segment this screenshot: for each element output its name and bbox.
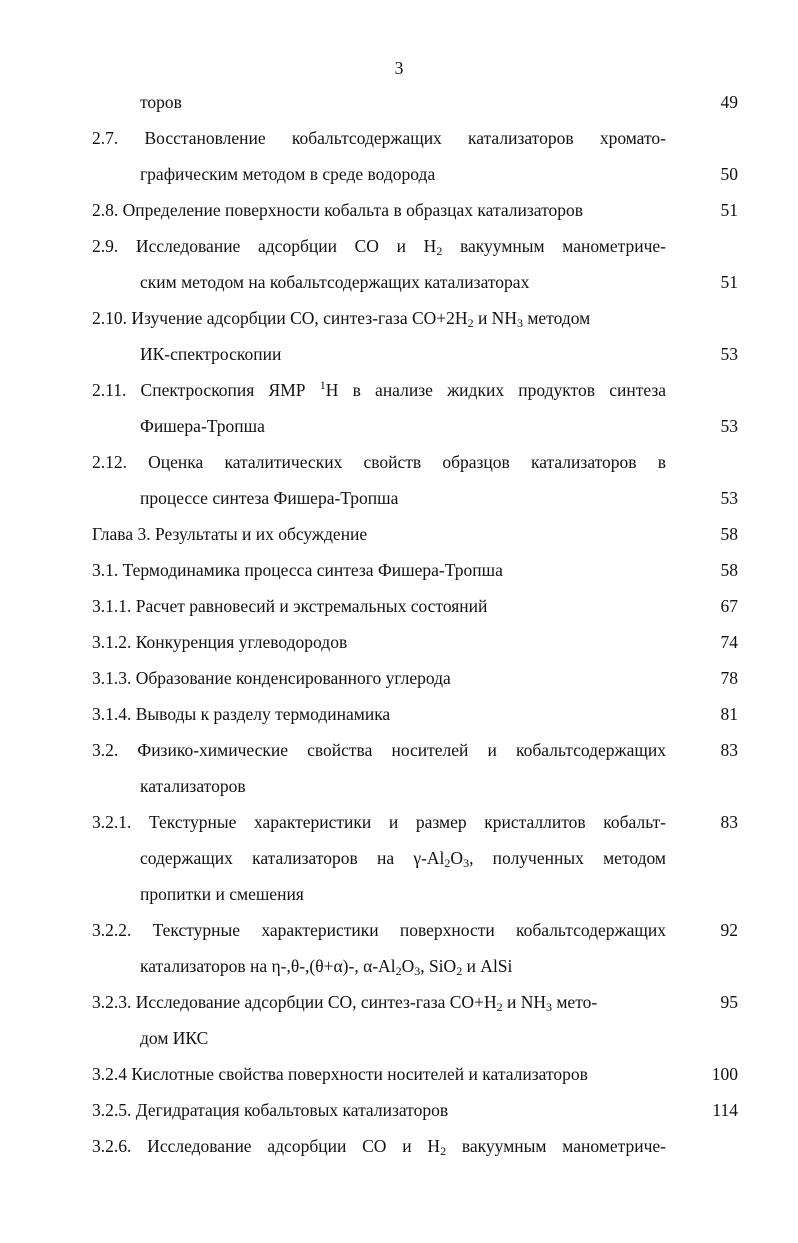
toc-page-number: 78	[720, 668, 738, 688]
toc-page-number: 114	[712, 1100, 738, 1120]
toc-page-number: 50	[720, 164, 738, 184]
toc-entry-line: ским методом на кобальтсодержащих катализаторах	[140, 272, 530, 292]
toc-entry-line: 3.2.6. Исследование адсорбции СО и $Н_2$ вакуумным манометриче-	[92, 1136, 666, 1158]
toc-page-number: 49	[720, 92, 738, 112]
toc-entry-line: 3.2.3. Исследование адсорбции СО, синтез-газа $СО+Н_2$ и $NH_3$ мето-	[92, 992, 598, 1014]
toc-entry-line: процессе синтеза Фишера-Тропша	[140, 488, 399, 508]
toc-page-number: 53	[720, 416, 738, 436]
toc-entry-line: 2.7. Восстановление кобальтсодержащих катализаторов хромато-	[92, 128, 666, 148]
toc-page-number: 92	[720, 920, 738, 940]
toc-entry-line: катализаторов на η-,θ-,(θ+α)-, $\alpha-Al_2O_3$, SiO$_2$ и AlSi	[140, 956, 513, 978]
toc-entry-line: торов	[140, 92, 182, 112]
toc-page-number: 81	[720, 704, 738, 724]
toc-page-number: 74	[720, 632, 738, 652]
toc-entry-line: 3.1.4. Выводы к разделу термодинамика	[92, 704, 391, 724]
toc-entry-line: катализаторов	[140, 776, 246, 796]
toc-page-number: 67	[720, 596, 738, 616]
toc-page-number: 58	[720, 560, 738, 580]
toc-entry-line: Глава 3. Результаты и их обсуждение	[92, 524, 368, 544]
toc-entry-line: содержащих катализаторов на $\gamma-Al_2O_3$, полученных методом	[140, 848, 667, 870]
toc-entry-line: 3.1.1. Расчет равновесий и экстремальных состояний	[92, 596, 488, 616]
toc-entry-line: Фишера-Тропша	[140, 416, 265, 436]
toc-page-number: 53	[720, 488, 738, 508]
toc-entry-line: ИК-спектроскопии	[140, 344, 282, 364]
toc-entry-line: 3.2. Физико-химические свойства носителей и кобальтсодержащих	[92, 740, 666, 760]
toc-page-number: 58	[720, 524, 738, 544]
toc-entry-line: 2.10. Изучение адсорбции СО, синтез-газа $СО+2Н_2$ и $NH_3$ методом	[92, 308, 591, 330]
toc-entry-line: 3.2.5. Дегидратация кобальтовых катализаторов	[92, 1100, 449, 1120]
toc-entry-line: графическим методом в среде водорода	[140, 164, 436, 184]
toc-entry-line: 2.12. Оценка каталитических свойств образцов катализаторов в	[92, 452, 666, 472]
toc-entry-line: 3.1.3. Образование конденсированного углерода	[92, 668, 451, 688]
toc-entry-line: 2.11. Спектроскопия ЯМР $^1$Н в анализе жидких продуктов синтеза	[92, 378, 667, 400]
toc-page-number: 51	[720, 272, 738, 292]
toc-entry-line: пропитки и смешения	[140, 884, 304, 904]
toc-page-number: 51	[720, 200, 738, 220]
toc-page-number: 83	[720, 740, 738, 760]
toc-entry-line: 3.2.2. Текстурные характеристики поверхности кобальтсодержащих	[92, 920, 666, 940]
toc-page-number: 83	[720, 812, 738, 832]
toc-entry-line: 2.8. Определение поверхности кобальта в образцах катализаторов	[92, 200, 584, 220]
page-number: 3	[394, 58, 404, 78]
toc-entry-line: 3.1. Термодинамика процесса синтеза Фишера-Тропша	[92, 560, 503, 580]
toc-page-number: 95	[720, 992, 738, 1012]
toc-entry-line: 2.9. Исследование адсорбции СО и $Н_2$ вакуумным манометриче-	[92, 236, 666, 258]
toc-entry-line: 3.1.2. Конкуренция углеводородов	[92, 632, 348, 652]
toc-entry-line: 3.2.1. Текстурные характеристики и размер кристаллитов кобальт-	[92, 812, 666, 832]
toc-page-number: 100	[711, 1064, 738, 1084]
toc-entry-line: дом ИКС	[140, 1028, 209, 1048]
toc-page-number: 53	[720, 344, 738, 364]
toc-entry-line: 3.2.4 Кислотные свойства поверхности носителей и катализаторов	[92, 1064, 588, 1084]
